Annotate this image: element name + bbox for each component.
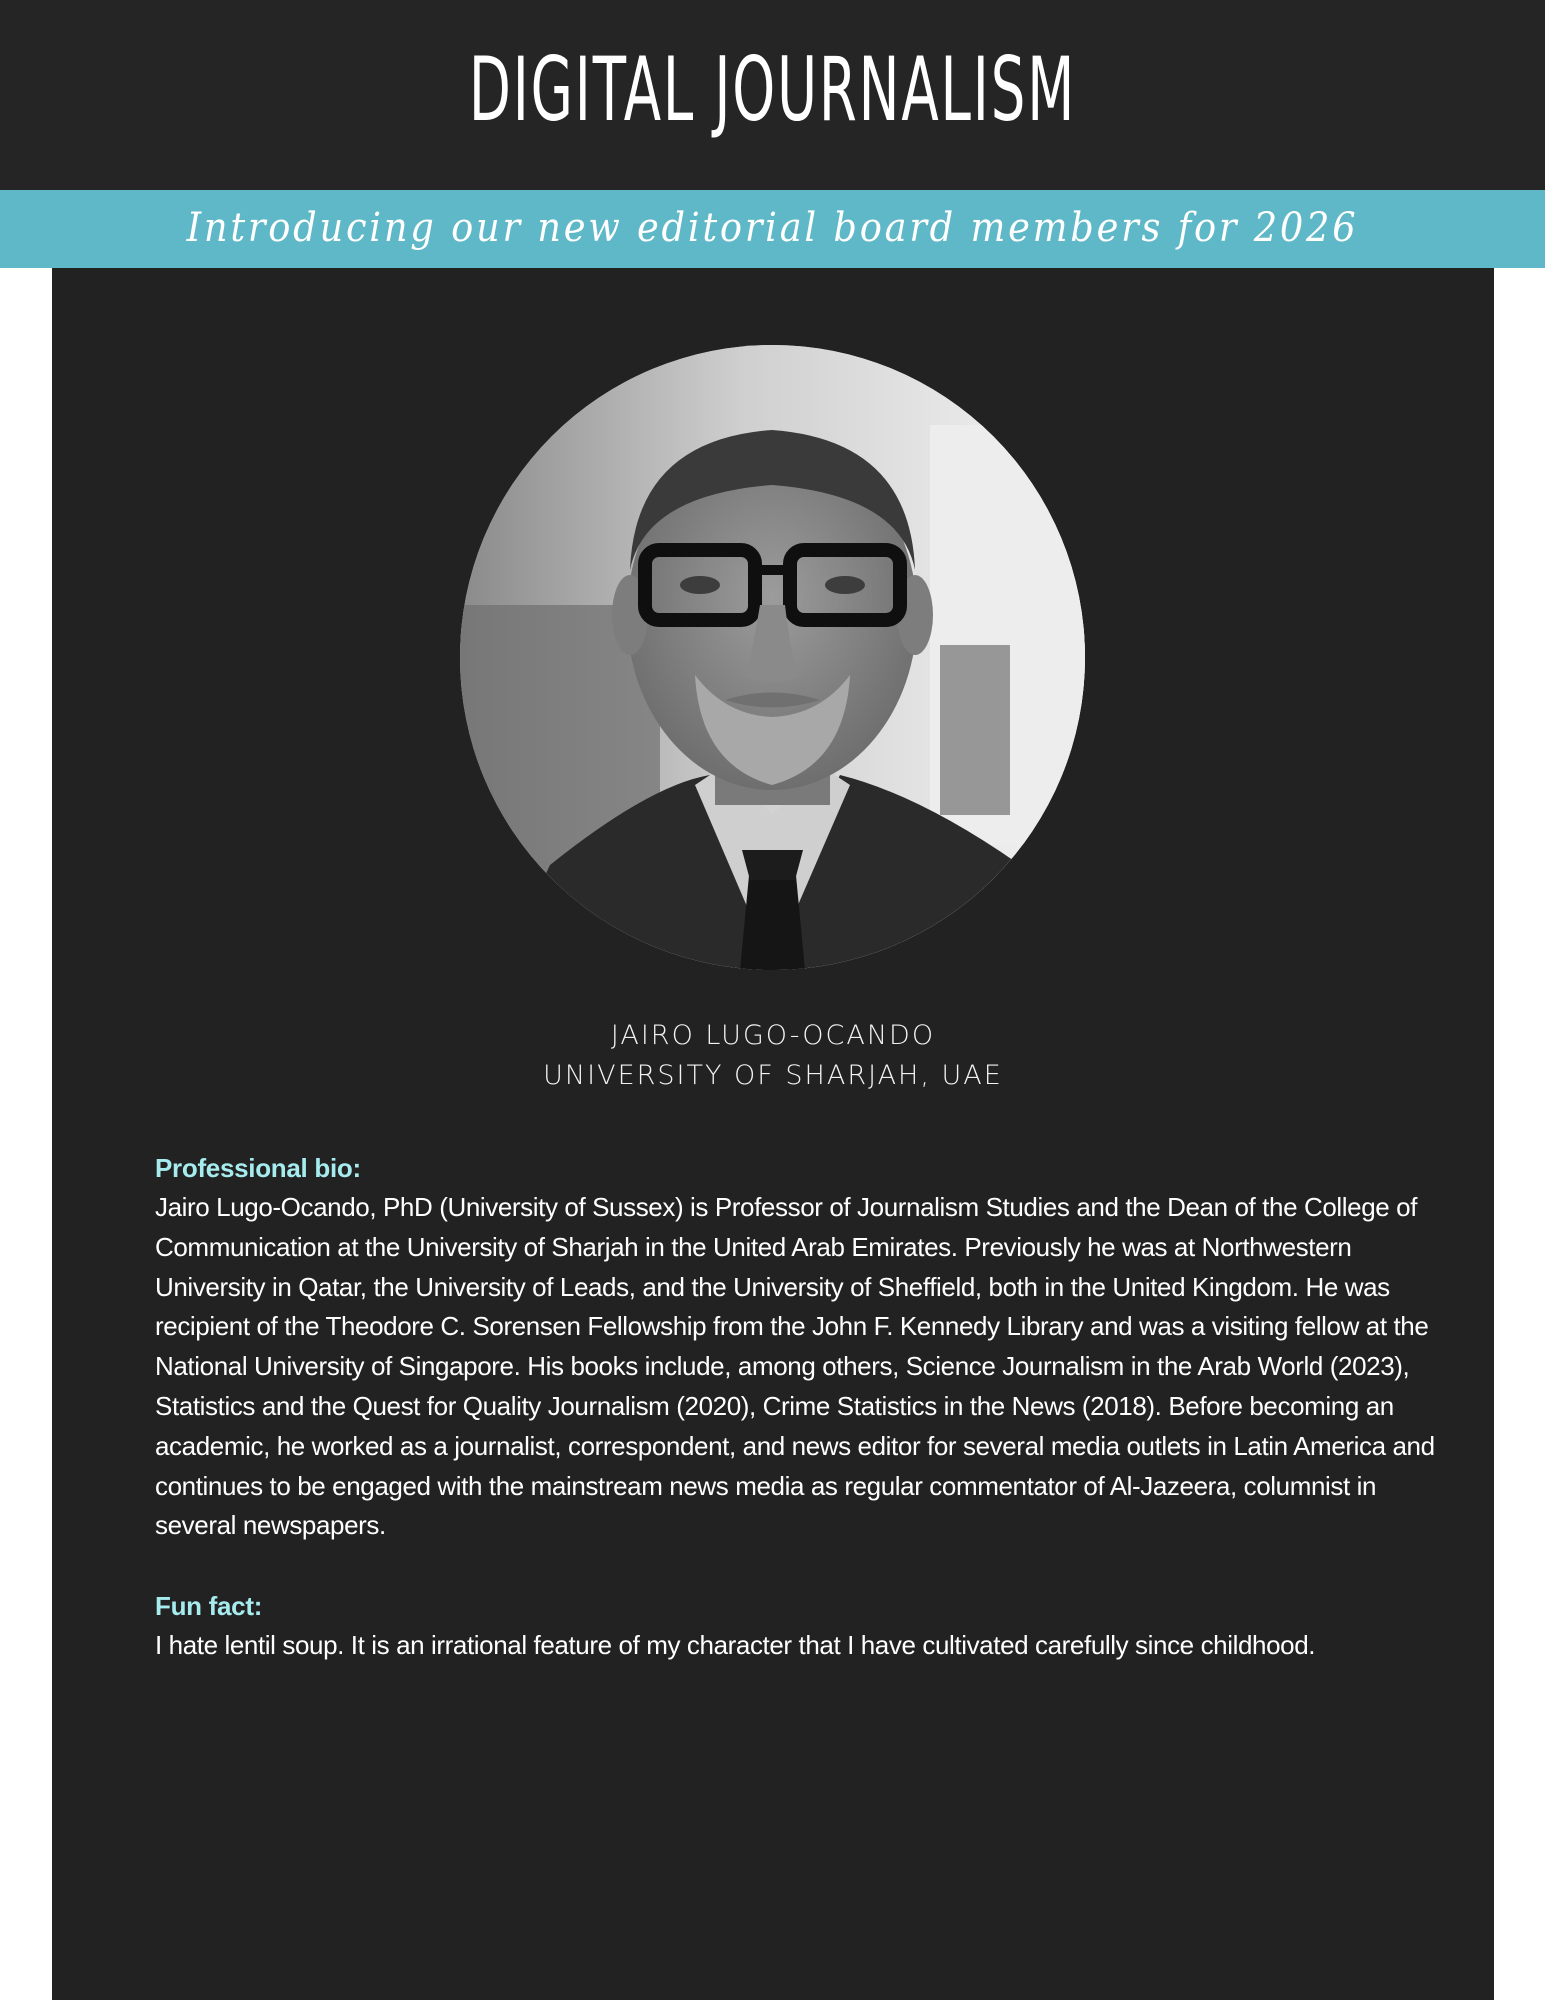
subtitle: Introducing our new editorial board members for 2026: [186, 205, 1359, 251]
header: [0, 0, 1545, 190]
fun-fact-label: Fun fact:: [155, 1591, 263, 1622]
page-title: DIGITAL JOURNALISM: [468, 38, 1077, 141]
person-name: JAIRO LUGO-OCANDO: [610, 1020, 936, 1051]
section-spacer: [155, 1546, 1455, 1586]
portrait-illustration: [460, 345, 1085, 970]
subtitle-banner: [0, 190, 1545, 268]
profile-content: [155, 1148, 1455, 1666]
bio-label: Professional bio:: [155, 1153, 361, 1183]
portrait-photo: [460, 345, 1085, 970]
name-block: [52, 1016, 1494, 1096]
profile-panel: [52, 268, 1494, 2000]
fun-fact-text: I hate lentil soup. It is an irrational feature of my character that I have cultivated carefully since childhood.: [155, 1630, 1316, 1661]
person-affiliation: UNIVERSITY OF SHARJAH, UAE: [543, 1060, 1003, 1091]
bio-text: Jairo Lugo-Ocando, PhD (University of Sussex) is Professor of Journalism Studies and the Dean of the College of Communication at the University of Sharjah in the United Arab Emirates. Previously he was at Northwestern University in Qatar, the University of Leads, and the University of Sheffield, both in the United Kingdom. He was recipient of the Theodore C. Sorensen Fellowship from the John F. Kennedy Library and was a visiting fellow at the National University of Singapore. His books include, among others, Science Journalism in the Arab World (2023), Statistics and the Quest for Quality Journalism (2020), Crime Statistics in the News (2018). Before becoming an academic, he worked as a journalist, correspondent, and news editor for several media outlets in Latin America and continues to be engaged with the mainstream news media as regular commentator of Al-Jazeera, columnist in several newspapers.: [155, 1192, 1435, 1541]
